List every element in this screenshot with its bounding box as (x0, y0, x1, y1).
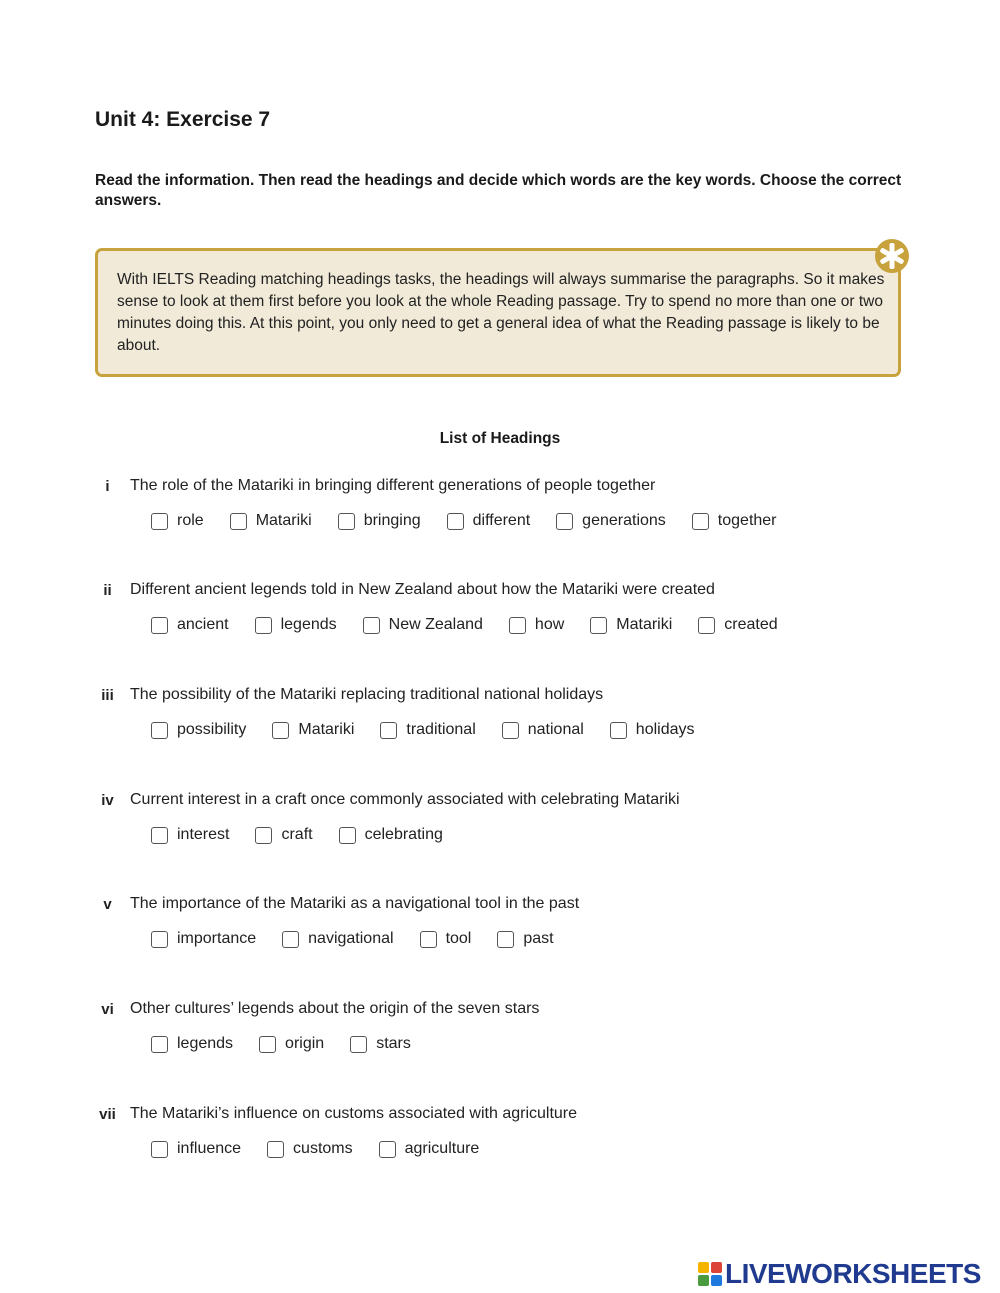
logo-blocks-icon (698, 1262, 722, 1286)
keyword-options (151, 1035, 437, 1053)
keyword-checkbox[interactable] (502, 722, 519, 739)
keyword-checkbox[interactable] (151, 513, 168, 530)
keyword-label: traditional (406, 721, 476, 738)
keyword-checkbox[interactable] (259, 1036, 276, 1053)
keyword-option[interactable] (447, 512, 531, 530)
keyword-options (151, 930, 580, 948)
keyword-checkbox[interactable] (230, 513, 247, 530)
heading-line (95, 1000, 965, 1022)
keyword-checkbox[interactable] (151, 1036, 168, 1053)
keyword-label: Matariki (255, 512, 312, 529)
keyword-checkbox[interactable] (509, 617, 526, 634)
keyword-option[interactable] (255, 616, 337, 634)
tip-text: With IELTS Reading matching headings tasks, the headings will always summarise the paragraphs. So it makes sense to look at them first before you look at the whole Reading passage. Try to spend no more than one or two minutes doing this. At this point, you only need to get a general idea of what the Reading passage is likely to be about. (117, 271, 885, 354)
keyword-label: holidays (635, 721, 695, 738)
keyword-option[interactable] (230, 512, 312, 530)
keyword-checkbox[interactable] (151, 1141, 168, 1158)
keyword-checkbox[interactable] (698, 617, 715, 634)
heading-numeral: i (105, 478, 110, 495)
keyword-label: created (724, 616, 778, 633)
heading-item (95, 477, 965, 529)
keyword-option[interactable] (379, 1140, 480, 1158)
heading-item (95, 581, 965, 633)
heading-item (95, 1105, 965, 1157)
heading-item (95, 1000, 965, 1052)
keyword-option[interactable] (267, 1140, 353, 1158)
keyword-option[interactable] (282, 930, 393, 948)
keyword-checkbox[interactable] (350, 1036, 367, 1053)
keyword-checkbox[interactable] (151, 931, 168, 948)
keyword-label: stars (376, 1035, 411, 1052)
keyword-checkbox[interactable] (379, 1141, 396, 1158)
heading-line (95, 1105, 965, 1127)
keyword-checkbox[interactable] (590, 617, 607, 634)
heading-line (95, 477, 965, 499)
keyword-label: craft (281, 826, 313, 843)
heading-text: The Matariki’s influence on customs associated with agriculture (130, 1105, 578, 1122)
keyword-label: celebrating (364, 826, 443, 843)
keyword-checkbox[interactable] (282, 931, 299, 948)
keyword-label: origin (285, 1035, 325, 1052)
keyword-options (151, 1140, 505, 1158)
heading-item (95, 686, 965, 738)
heading-text: Other cultures’ legends about the origin of the seven stars (130, 1000, 540, 1017)
keyword-label: bringing (363, 512, 421, 529)
keyword-label: Matariki (298, 721, 355, 738)
keyword-label: possibility (177, 721, 247, 738)
keyword-checkbox[interactable] (447, 513, 464, 530)
keyword-label: ancient (177, 616, 229, 633)
keyword-checkbox[interactable] (151, 617, 168, 634)
keyword-label: influence (177, 1140, 242, 1157)
keyword-checkbox[interactable] (610, 722, 627, 739)
heading-line (95, 895, 965, 917)
keyword-label: how (534, 616, 565, 633)
keyword-option[interactable] (698, 616, 777, 634)
keyword-options (151, 512, 803, 530)
keyword-option[interactable] (380, 721, 475, 739)
keyword-label: importance (177, 930, 257, 947)
keyword-option[interactable] (610, 721, 695, 739)
heading-text: Current interest in a craft once commonly associated with celebrating Matariki (130, 791, 680, 808)
heading-numeral: ii (103, 582, 112, 599)
keyword-option[interactable] (151, 826, 229, 844)
keyword-checkbox[interactable] (272, 722, 289, 739)
heading-numeral: v (103, 896, 112, 913)
keyword-label: agriculture (404, 1140, 480, 1157)
keyword-options (151, 826, 469, 844)
keyword-option[interactable] (151, 512, 204, 530)
keyword-checkbox[interactable] (339, 827, 356, 844)
keyword-option[interactable] (151, 1035, 233, 1053)
keyword-label: legends (280, 616, 337, 633)
heading-text: The role of the Matariki in bringing different generations of people together (130, 477, 656, 494)
keyword-checkbox[interactable] (255, 827, 272, 844)
keyword-label: past (523, 930, 554, 947)
keyword-option[interactable] (420, 930, 472, 948)
keyword-label: New Zealand (388, 616, 483, 633)
keyword-checkbox[interactable] (338, 513, 355, 530)
keyword-label: together (717, 512, 777, 529)
keyword-label: role (177, 512, 204, 529)
keyword-option[interactable] (509, 616, 564, 634)
keyword-option[interactable] (151, 616, 229, 634)
keyword-options (151, 721, 721, 739)
keyword-option[interactable] (151, 1140, 241, 1158)
heading-line (95, 791, 965, 813)
tip-box (95, 248, 901, 377)
keyword-option[interactable] (151, 930, 256, 948)
star-badge-icon (874, 238, 910, 274)
logo-text: LIVEWORKSHEETS (725, 1258, 981, 1289)
heading-numeral: vi (101, 1001, 114, 1018)
keyword-checkbox[interactable] (380, 722, 397, 739)
heading-numeral: iii (101, 687, 114, 704)
heading-line (95, 581, 965, 603)
list-of-headings-title: List of Headings (439, 430, 561, 447)
keyword-checkbox[interactable] (267, 1141, 284, 1158)
keyword-checkbox[interactable] (556, 513, 573, 530)
keyword-checkbox[interactable] (255, 617, 272, 634)
page-title: Unit 4: Exercise 7 (95, 108, 271, 131)
heading-text: The importance of the Matariki as a navigational tool in the past (130, 895, 580, 912)
keyword-option[interactable] (502, 721, 584, 739)
keyword-option[interactable] (350, 1035, 411, 1053)
heading-item (95, 895, 965, 947)
keyword-label: national (527, 721, 584, 738)
keyword-checkbox[interactable] (151, 827, 168, 844)
instructions: Read the information. Then read the headings and decide which words are the key words. Choose the correct answers. (95, 172, 902, 209)
keyword-checkbox[interactable] (692, 513, 709, 530)
keyword-option[interactable] (692, 512, 777, 530)
keyword-label: Matariki (616, 616, 673, 633)
keyword-option[interactable] (151, 721, 246, 739)
keyword-checkbox[interactable] (151, 722, 168, 739)
heading-numeral: vii (99, 1106, 116, 1123)
heading-text: Different ancient legends told in New Zealand about how the Matariki were created (130, 581, 715, 598)
keyword-option[interactable] (338, 512, 421, 530)
keyword-label: legends (177, 1035, 234, 1052)
keyword-option[interactable] (339, 826, 443, 844)
heading-item (95, 791, 965, 843)
keyword-options (151, 616, 804, 634)
keyword-label: different (472, 512, 531, 529)
keyword-label: generations (582, 512, 666, 529)
keyword-option[interactable] (363, 616, 483, 634)
liveworksheets-logo (698, 1259, 981, 1289)
keyword-option[interactable] (272, 721, 354, 739)
heading-text: The possibility of the Matariki replacing traditional national holidays (130, 686, 604, 703)
keyword-label: customs (293, 1140, 353, 1157)
keyword-label: tool (445, 930, 472, 947)
keyword-option[interactable] (255, 826, 312, 844)
keyword-option[interactable] (556, 512, 666, 530)
keyword-label: interest (177, 826, 230, 843)
keyword-checkbox[interactable] (497, 931, 514, 948)
keyword-option[interactable] (590, 616, 672, 634)
keyword-checkbox[interactable] (363, 617, 380, 634)
keyword-option[interactable] (259, 1035, 324, 1053)
keyword-checkbox[interactable] (420, 931, 437, 948)
keyword-option[interactable] (497, 930, 553, 948)
heading-line (95, 686, 965, 708)
keyword-label: navigational (308, 930, 394, 947)
heading-numeral: iv (101, 792, 114, 809)
